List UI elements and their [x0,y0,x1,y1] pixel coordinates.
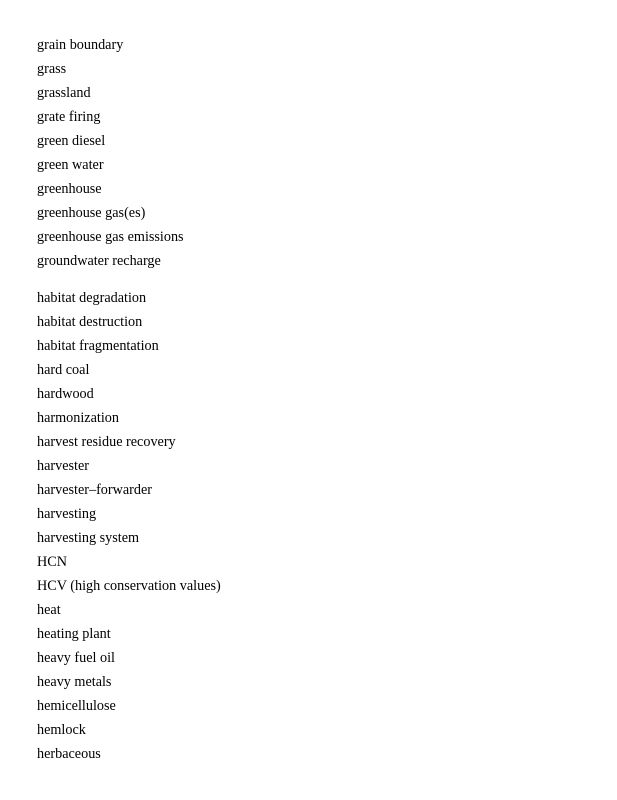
index-term: hemlock [37,722,86,738]
group-separator [37,276,597,289]
index-term: harvester [37,458,89,474]
index-term: harvester–forwarder [37,482,153,498]
index-term: harvesting [37,506,97,522]
index-term: habitat destruction [37,314,143,330]
index-term: heavy fuel oil [37,650,116,666]
index-term: harvesting system [37,530,140,546]
index-term: grain boundary [37,37,124,53]
index-term: HCV (high conservation values) [37,578,221,594]
index-term: green water [37,157,104,173]
index-term: hard coal [37,362,90,378]
index-term: greenhouse gas emissions [37,229,184,245]
index-term: harvest residue recovery [37,434,176,450]
index-term: grassland [37,85,91,101]
index-term: heat [37,602,61,618]
index-term: harmonization [37,410,119,426]
index-term: green diesel [37,133,106,149]
index-term: habitat degradation [37,290,147,306]
index-term: heating plant [37,626,111,642]
index-term: grass [37,61,67,77]
term-group-g [37,36,597,276]
index-term: groundwater recharge [37,253,161,269]
index-term: greenhouse [37,181,102,197]
index-term: greenhouse gas(es) [37,205,146,221]
index-term: hemicellulose [37,698,116,714]
term-group-h [37,289,597,769]
index-page [37,36,597,769]
index-term: herbaceous [37,746,101,762]
index-term: habitat fragmentation [37,338,159,354]
index-term: hardwood [37,386,94,402]
index-term: HCN [37,554,67,570]
index-term: grate firing [37,109,101,125]
index-term: heavy metals [37,674,112,690]
